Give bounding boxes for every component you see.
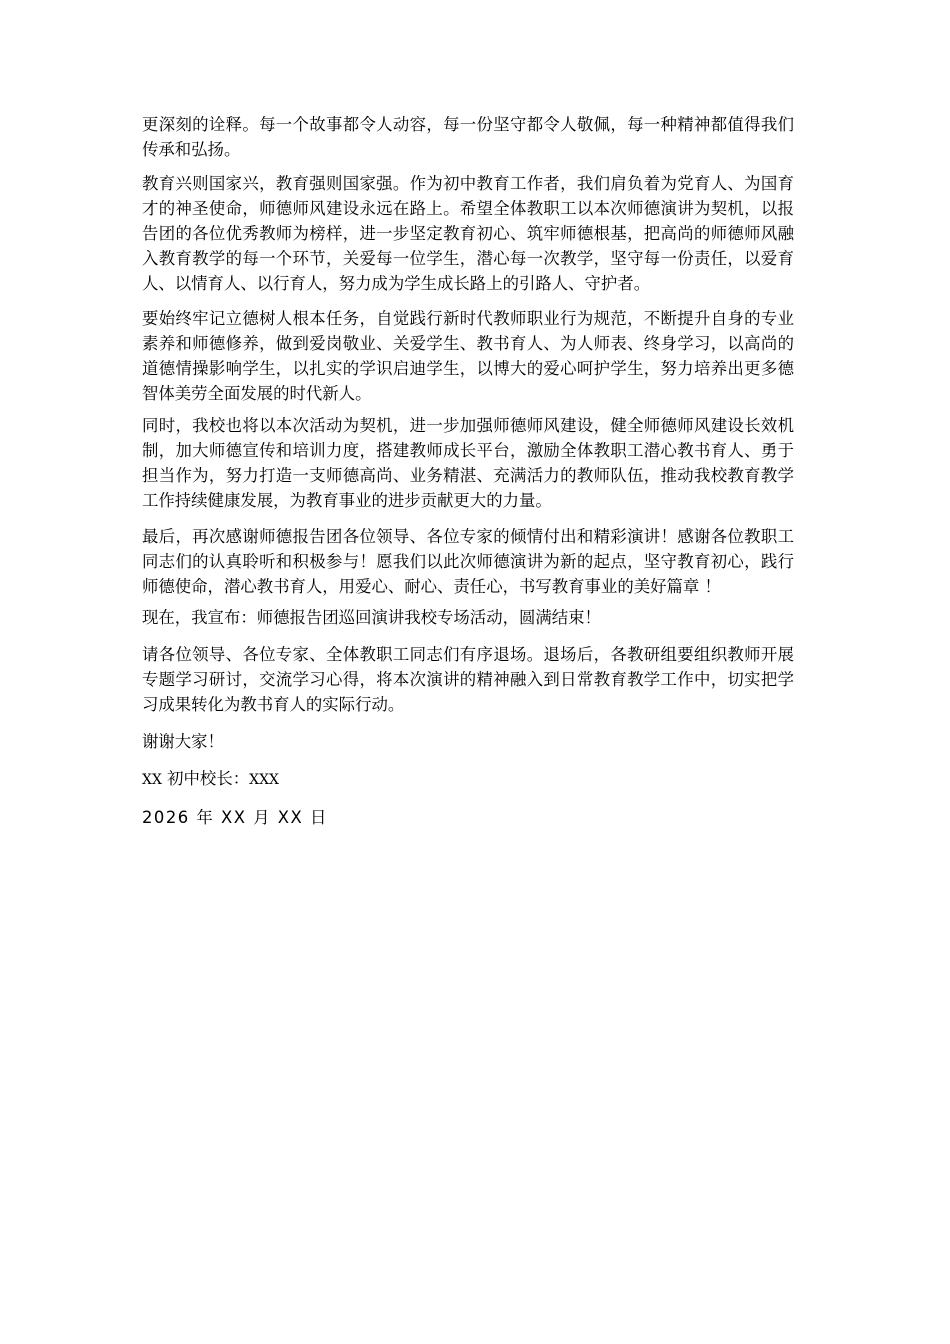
paragraph-school-commitment: 同时，我校也将以本次活动为契机，进一步加强师德师风建设，健全师德师风建设长效机制，加大师德宣传和培训力度，搭建教师成长平台，激励全体教职工潜心教书育人、勇于担当作为，努力打造一支师德高尚、业务精湛、充满活力的教师队伍，推动我校教育教学工作持续健康发展，为教育事业的进步贡献更大的力量。 bbox=[142, 416, 794, 510]
document-page bbox=[142, 112, 794, 830]
paragraph-announcement: 现在，我宣布：师德报告团巡回演讲我校专场活动，圆满结束！ bbox=[142, 608, 601, 627]
paragraph-intro-continuation: 更深刻的诠释。每一个故事都令人动容，每一份坚守都令人敬佩，每一种精神都值得我们传承和弘扬。 bbox=[142, 115, 794, 159]
document-date: 2026 年 XX 月 XX 日 bbox=[142, 808, 328, 827]
paragraph-thank-you: 谢谢大家！ bbox=[142, 732, 224, 751]
paragraph-closing-thanks: 最后，再次感谢师德报告团各位领导、各位专家的倾情付出和精彩演讲！感谢各位教职工同志们的认真聆听和积极参与！愿我们以此次师德演讲为新的起点，坚守教育初心，践行师德使命，潜心教书育人，用爱心、耐心、责任心，书写教育事业的美好篇章 ！ bbox=[142, 527, 794, 596]
paragraph-education-mission: 教育兴则国家兴，教育强则国家强。作为初中教育工作者，我们肩负着为党育人、为国育才的神圣使命，师德师风建设永远在路上。希望全体教职工以本次师德演讲为契机，以报告团的各位优秀教师为榜样，进一步坚定教育初心、筑牢师德根基，把高尚的师德师风融入教育教学的每一个环节，关爱每一位学生，潜心每一次教学，坚守每一份责任，以爱育人、以情育人、以行育人，努力成为学生成长路上的引路人、守护者。 bbox=[142, 174, 794, 293]
paragraph-teacher-duty: 要始终牢记立德树人根本任务，自觉践行新时代教师职业行为规范，不断提升自身的专业素养和师德修养，做到爱岗敬业、关爱学生、教书育人、为人师表、终身学习，以高尚的道德情操影响学生，以扎实的学识启迪学生，以博大的爱心呵护学生，努力培养出更多德智体美劳全面发展的时代新人。 bbox=[142, 309, 794, 403]
paragraph-exit-instructions: 请各位领导、各位专家、全体教职工同志们有序退场。退场后，各教研组要组织教师开展专题学习研讨，交流学习心得，将本次演讲的精神融入到日常教育教学工作中，切实把学习成果转化为教书育人的实际行动。 bbox=[142, 645, 794, 714]
signature-school-prefix: XX bbox=[142, 772, 162, 788]
signature-name: XXX bbox=[249, 772, 280, 788]
signature-title: 初中校长： bbox=[161, 769, 250, 788]
signature-line bbox=[142, 766, 794, 793]
